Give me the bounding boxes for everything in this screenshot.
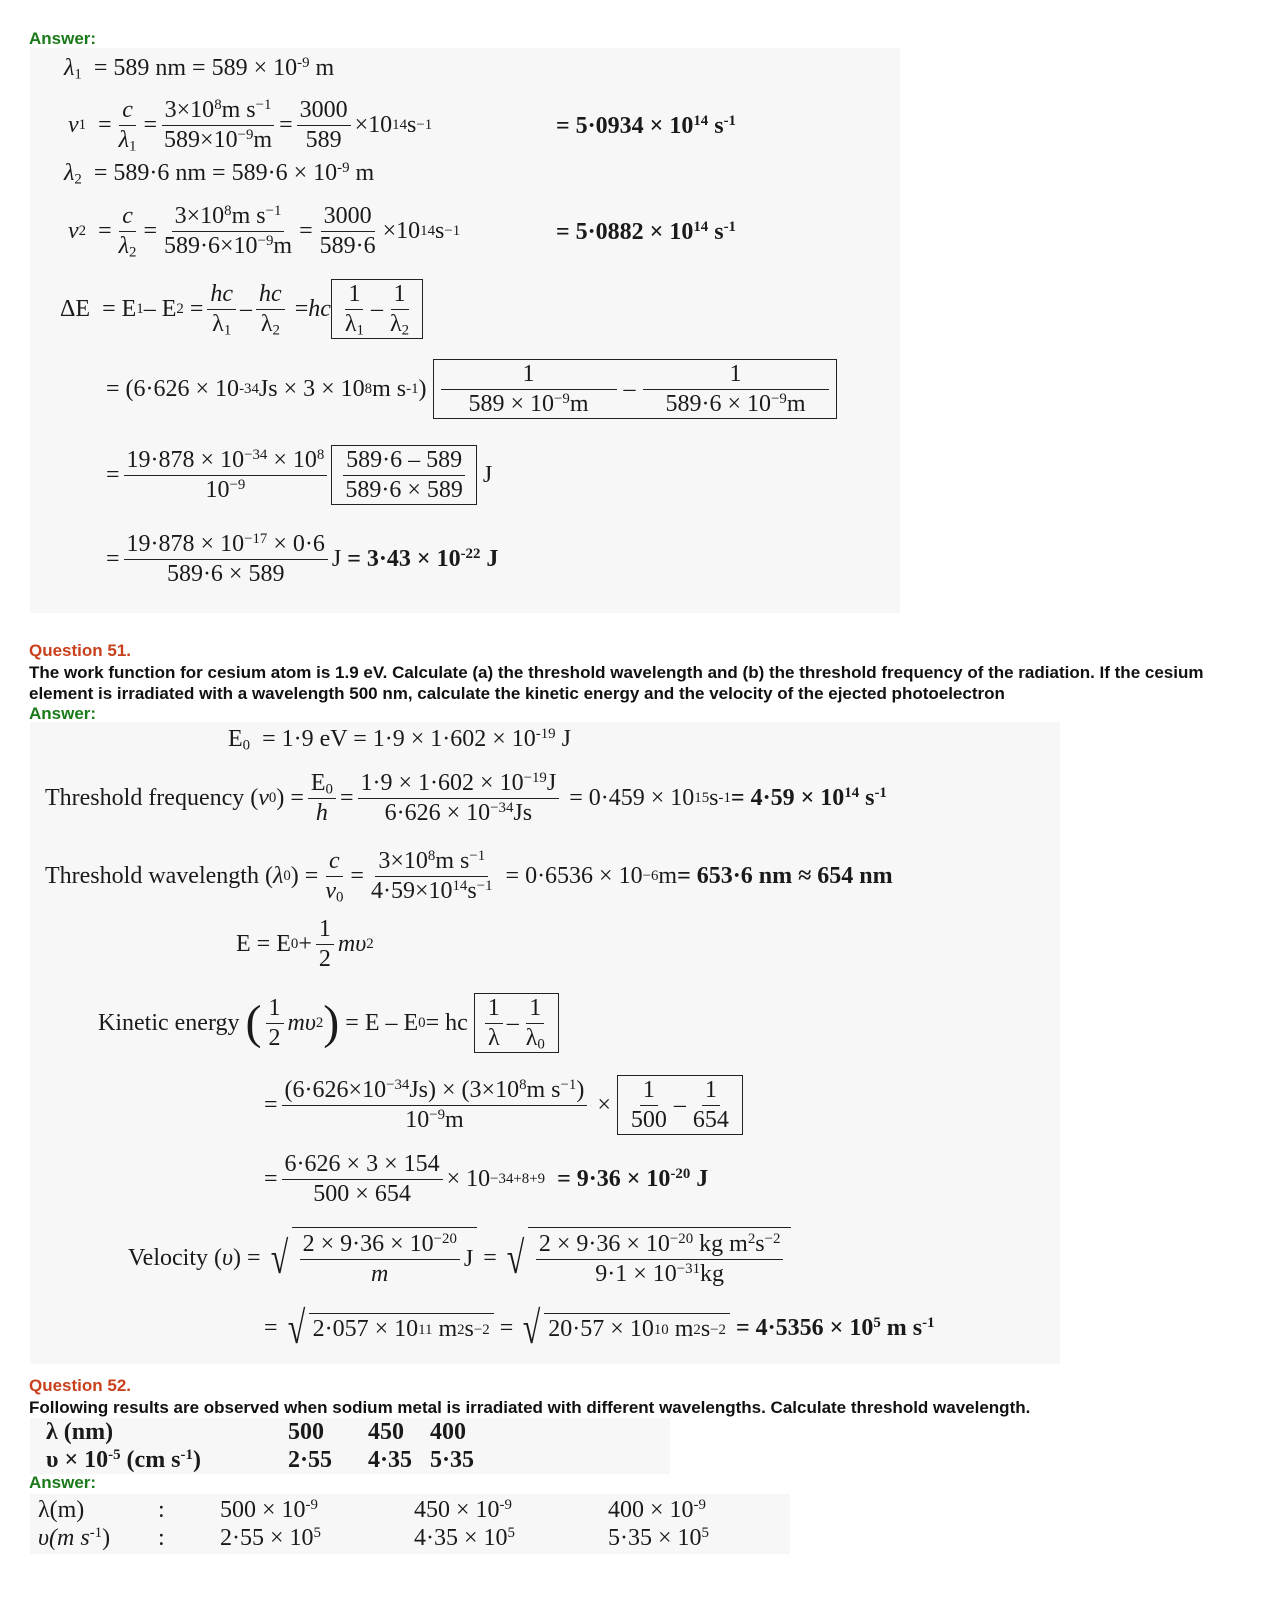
eq-delta-e-substitution: = (6·626 × 10 -34 Js × 3 × 10 8 m s -1 ) $\frac{1}{589 \times 10^{-9}m}$ – $\frac{1}{589\cdot 6 \times 10^{-9}m}$ (106, 356, 837, 422)
eq-energy: E = E 0 + $\frac{1}{2}$ mυ 2 (236, 915, 374, 972)
eq-kinetic-energy-result: = $\frac{6\cdot 626 \times 3 \times 154}{500 \times 654}$ × 10 −34+8+9 = $9\cdot 36 \times 10^{-20}$ J (264, 1150, 709, 1207)
answer-label: Answer: (29, 29, 97, 48)
question-51-label: Question 51. (29, 641, 132, 660)
eq-threshold-wavelength: Threshold wavelength ( λ 0 ) = $\frac{c}{v_0}$ = $\frac{3\times 10^8m s^{-1}}{4\cdot 59\times 10^{14}s^{-1}}$ = 0·6536 × 10 −6 m = 653·6 nm ≈ 654 nm (45, 847, 893, 906)
table-row: λ (nm) 500 450 400 (46, 1418, 466, 1445)
result-v1: = $5\cdot 0934 \times 10^{14}$ $s^{-1}$ (556, 112, 736, 139)
answer-label: Answer: (29, 704, 97, 723)
bracket: $\frac{1}{\lambda_1}$ – $\frac{1}{\lambda_2}$ (331, 279, 423, 340)
eq-delta-e-result: = $\frac{19\cdot 878 \times 10^{-17} \times 0\cdot 6}{589\cdot 6 \times 589}$ J = $3\cdot 43 \times 10^{-22}$ J (106, 530, 499, 587)
question-52-text: Following results are observed when sodium metal is irradiated with different wavelengths. Calculate threshold wavelength. (29, 1398, 1031, 1417)
eq-e0: $E_0 = 1\cdot 9$ eV = $1\cdot 9 \times 1\cdot 602 \times 10^{-19}$ J (228, 725, 571, 754)
eq-lambda2: $\lambda_2 = 589\cdot 6$ nm = $589\cdot 6 \times 10^{-9}$ m (64, 159, 375, 188)
table-row: $\upsilon \times 10^{-5}$ (cm $s^{-1}$) 2·55 4·35 5·35 (46, 1446, 475, 1473)
eq-v2: v 2 = $\frac{c}{\lambda_2}$ = $\frac{3\times 10^8m s^{-1}}{589\cdot 6\times 10^{-9}m}$ = $\frac{3000}{589\cdot 6}$ ×10 14 s −1 (68, 202, 461, 261)
eq-kinetic-energy: Kinetic energy ( $\frac{1}{2}$ mυ 2 ) = E – E 0 = hc $\frac{1}{\lambda}$ – $\frac{1}{\lambda_0}$ (98, 988, 559, 1058)
eq-velocity-result: = √ 2·057 × 10 11 m 2 s −2 = √ 20·57 × 10 10 m 2 s −2 = $4\cdot 5356 \times 10^5$ m $s^{-1}$ (264, 1302, 935, 1354)
answer-label: Answer: (29, 1473, 97, 1492)
table-row: λ(m) : $500 \times 10^{-9}$ $450 \times 10^{-9}$ $400 \times 10^{-9}$ (38, 1496, 706, 1523)
question-52-label: Question 52. (29, 1376, 132, 1395)
eq-threshold-frequency: Threshold frequency ( v 0 ) = $\frac{E_0}{h}$ = $\frac{1\cdot 9 \times 1\cdot 602 \times 10^{-19}J}{6\cdot 626 \times 10^{-34}Js}$ = 0·459 × 10 15 s -1 = $4\cdot 59 \times 10^{14}$ $s^{-1}$ (45, 769, 887, 826)
eq-velocity: Velocity ( υ ) = √ $\frac{2 \times 9\cdot 36 \times 10^{-20}}{m}$ J = √ $\frac{2 \times 9\cdot 36 \times 10^{-20} kg m^2s^{-2}}{9\cdot 1 \times 10^{-31}kg}$ (128, 1220, 791, 1296)
eq-lambda1: $\lambda_1 = 589$ nm = $589 \times 10^{-9}$ m (64, 54, 335, 83)
result-v2: = $5\cdot 0882 \times 10^{14}$ $s^{-1}$ (556, 218, 736, 245)
eq-delta-e-simplified: = $\frac{19\cdot 878 \times 10^{-34} \times 10^8}{10^{-9}}$ $\frac{589\cdot 6 - 589}{589\cdot 6 \times 589}$ J (106, 440, 492, 510)
eq-v1: v 1 = $\frac{c}{\lambda_1}$ = $\frac{3\times 10^8m s^{-1}}{589\times 10^{-9}m}$ = $\frac{3000}{589}$ ×10 14 s −1 (68, 96, 433, 155)
eq-kinetic-energy-substitution: = $\frac{(6\cdot 626\times 10^{-34}Js) \times (3\times 10^8m s^{-1})}{10^{-9}m}$ × $\frac{1}{500}$ – $\frac{1}{654}$ (264, 1070, 743, 1140)
table-row: υ(m $s^{-1}$) : $2\cdot 55 \times 10^5$ $4\cdot 35 \times 10^5$ $5\cdot 35 \times 10^5$ (38, 1524, 709, 1551)
q52-data-table (46, 1418, 492, 1474)
q52-answer-table (38, 1496, 768, 1552)
question-51-text: The work function for cesium atom is 1.9 eV. Calculate (a) the threshold wavelength and (b) the threshold frequency of the radiation. If the cesium element is irradiated with a wavelength 500 nm, calculate the kinetic energy and the velocity of the ejected photoelectron (29, 663, 1204, 703)
eq-delta-e: ΔE = E 1 – E 2 = $\frac{hc}{\lambda_1}$ – $\frac{hc}{\lambda_2}$ = hc $\frac{1}{\lambda_1}$ – $\frac{1}{\lambda_2}$ (60, 276, 423, 342)
